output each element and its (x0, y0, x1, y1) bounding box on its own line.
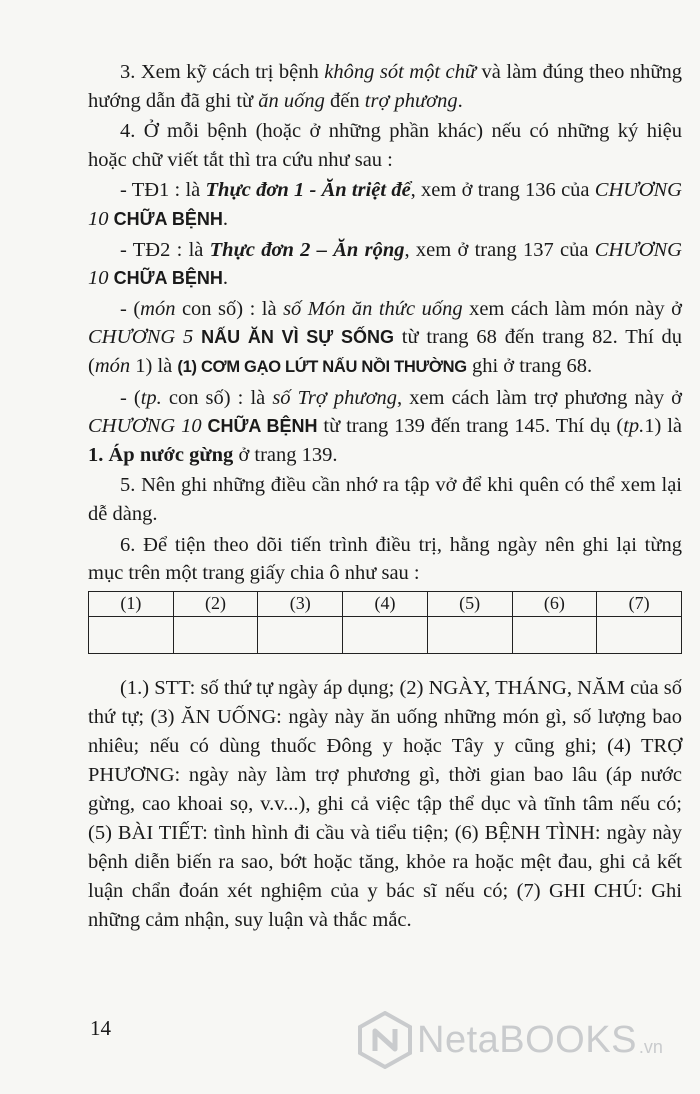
item-5: 5. Nên ghi những điều cần nhớ ra tập vở để khi quên có thể xem lại dễ dàng. (88, 474, 682, 525)
page-content (88, 58, 682, 935)
grid-header-cell: (3) (258, 591, 343, 616)
watermark (357, 1010, 663, 1070)
page-number: 14 (90, 1016, 111, 1040)
abbr-tp: - (tp. con số) : là số Trợ phương, xem cách làm trợ phương này ở CHƯƠNG 10 CHỮA BỆNH từ trang 139 đến trang 145. Thí dụ (tp.1) là 1. Áp nước gừng ở trang 139. (88, 386, 683, 466)
abbr-td1: - TĐ1 : là Thực đơn 1 - Ăn triệt để, xem ở trang 136 của CHƯƠNG 10 CHỮA BỆNH. (88, 179, 682, 230)
grid-header-cell: (1) (89, 591, 174, 616)
grid-header-row (89, 591, 682, 616)
grid-cell (89, 616, 174, 653)
grid-cell (173, 616, 258, 653)
item-4: 4. Ở mỗi bệnh (hoặc ở những phần khác) nếu có những ký hiệu hoặc chữ viết tắt thì tra cứu như sau : (88, 120, 682, 171)
watermark-suffix: .vn (638, 1036, 663, 1057)
watermark-name: NetaBOOKS (417, 1018, 637, 1061)
abbr-td2: - TĐ2 : là Thực đơn 2 – Ăn rộng, xem ở trang 137 của CHƯƠNG 10 CHỮA BỆNH. (88, 238, 682, 290)
grid-header-cell: (6) (512, 591, 597, 616)
grid-cell (343, 616, 428, 653)
grid-cell (427, 616, 512, 653)
grid-header-cell: (2) (173, 591, 258, 616)
grid-cell (512, 616, 597, 653)
abbr-mon: - (món con số) : là số Món ăn thức uống xem cách làm món này ở CHƯƠNG 5 NẤU ĂN VÌ SỰ SỐNG từ trang 68 đến trang 82. Thí dụ (món 1) là (1) CƠM GẠO LỨT NẤU NỒI THƯỜNG ghi ở trang 68. (88, 297, 683, 377)
grid-cell (597, 616, 682, 653)
grid-empty-row (89, 616, 682, 653)
grid-legend: (1.) STT: số thứ tự ngày áp dụng; (2) NGÀY, THÁNG, NĂM của số thứ tự; (3) ĂN UỐNG: ngày này ăn uống những món gì, số lượng bao nhiêu; nếu có dùng thuốc Đông y hoặc Tây y cũng ghi; (4) TRỢ PHƯƠNG: ngày này làm trợ phương gì, thời gian bao lâu (áp nước gừng, cao khoai sọ, v.v...), ghi cả việc tập thể dục và tĩnh tâm nếu có; (5) BÀI TIẾT: tình hình đi cầu và tiểu tiện; (6) BỆNH TÌNH: ngày này bệnh diễn biến ra sao, bớt hoặc tăng, khỏe ra hoặc mệt đau, ghi cả kết luận chẩn đoán xét nghiệm của y bác sĩ nếu có; (7) GHI CHÚ: Ghi những cảm nhận, suy luận và thắc mắc. (88, 676, 682, 931)
netabooks-logo-icon (357, 1011, 413, 1069)
grid-header-cell: (4) (343, 591, 428, 616)
grid-cell (258, 616, 343, 653)
grid-header-cell: (7) (597, 591, 682, 616)
grid-header-cell: (5) (427, 591, 512, 616)
item-3: 3. Xem kỹ cách trị bệnh không sót một chữ và làm đúng theo những hướng dẫn đã ghi từ ăn uống đến trợ phương. (88, 61, 683, 112)
tracking-grid (88, 591, 682, 654)
item-6: 6. Để tiện theo dõi tiến trình điều trị, hằng ngày nên ghi lại từng mục trên một trang giấy chia ô như sau : (88, 533, 682, 585)
